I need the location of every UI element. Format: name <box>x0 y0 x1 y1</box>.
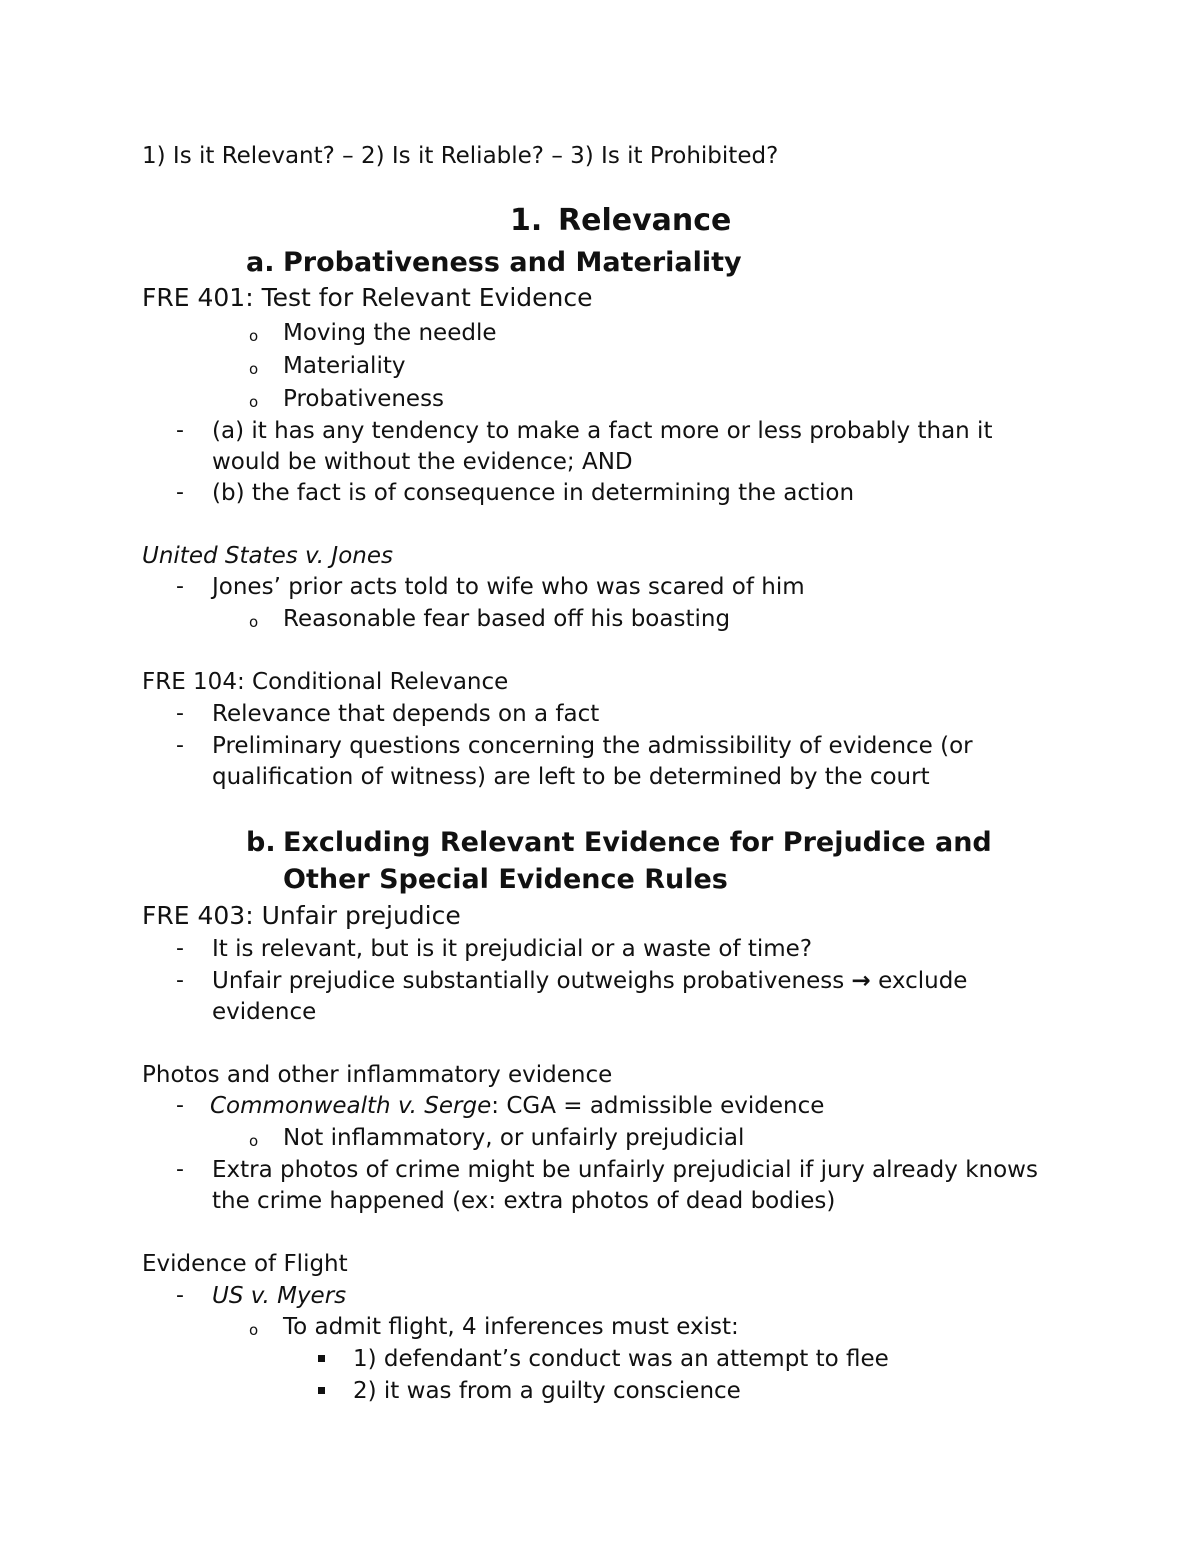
case-serge-name: Commonwealth v. Serge <box>210 1093 492 1119</box>
fre401-bullet-2: Materiality <box>283 353 406 379</box>
section-title: Relevance <box>558 203 732 238</box>
case-jones-name: United States v. Jones <box>142 543 393 569</box>
flight-case-line <box>212 1282 346 1310</box>
subheading-b-title-line1: Excluding Relevant Evidence for Prejudice and <box>283 827 992 858</box>
hollow-bullet-icon: o <box>249 393 259 411</box>
fre403-heading: FRE 403: Unfair prejudice <box>142 901 461 930</box>
fre104-point-2-line2: qualification of witness) are left to be determined by the court <box>212 764 930 790</box>
case-serge-holding: : CGA = admissible evidence <box>491 1093 825 1119</box>
photos-point-2-line1: Extra photos of crime might be unfairly prejudicial if jury already knows <box>212 1157 1038 1183</box>
hollow-bullet-icon: o <box>249 1132 259 1150</box>
fre401-bullet-1: Moving the needle <box>283 320 497 346</box>
dash-bullet-icon: - <box>176 968 184 993</box>
intro-line: 1) Is it Relevant? – 2) Is it Reliable? – 3) Is it Prohibited? <box>142 143 779 169</box>
fre104-point-1: Relevance that depends on a fact <box>212 701 600 727</box>
fre401-element-b: (b) the fact is of consequence in determining the action <box>212 480 855 506</box>
fre403-point-1: It is relevant, but is it prejudicial or a waste of time? <box>212 936 813 962</box>
case-myers-name: US v. Myers <box>212 1283 347 1309</box>
square-bullet-icon <box>318 1355 325 1362</box>
hollow-bullet-icon: o <box>249 360 259 378</box>
dash-bullet-icon: - <box>176 936 184 961</box>
subheading-a-title: Probativeness and Materiality <box>283 247 742 278</box>
photos-point-2-line2: the crime happened (ex: extra photos of dead bodies) <box>212 1188 836 1214</box>
fre401-heading: FRE 401: Test for Relevant Evidence <box>142 283 593 312</box>
arrow-right-icon: → <box>851 968 871 994</box>
hollow-bullet-icon: o <box>249 327 259 345</box>
dash-bullet-icon: - <box>176 733 184 758</box>
photos-heading: Photos and other inflammatory evidence <box>142 1062 613 1088</box>
flight-inference-1: 1) defendant’s conduct was an attempt to flee <box>353 1346 889 1372</box>
subheading-b-letter: b. <box>246 827 276 858</box>
case-jones-title <box>142 542 393 570</box>
flight-inference-2: 2) it was from a guilty conscience <box>353 1378 741 1404</box>
fre403-point-2-post: exclude <box>870 968 968 994</box>
subheading-b-title-line2: Other Special Evidence Rules <box>283 864 728 895</box>
fre401-bullet-3: Probativeness <box>283 386 445 412</box>
photos-case-line <box>210 1092 824 1120</box>
fre401-element-a-line1: (a) it has any tendency to make a fact more or less probably than it <box>212 418 993 444</box>
fre403-point-2-line2: evidence <box>212 999 317 1025</box>
hollow-bullet-icon: o <box>249 613 259 631</box>
fre401-element-a-line2: would be without the evidence; AND <box>212 449 633 475</box>
case-jones-subpoint: Reasonable fear based off his boasting <box>283 606 731 632</box>
dash-bullet-icon: - <box>176 1283 184 1308</box>
subheading-a-letter: a. <box>246 247 275 278</box>
dash-bullet-icon: - <box>176 1157 184 1182</box>
flight-case-subpoint: To admit flight, 4 inferences must exist: <box>283 1314 739 1340</box>
case-jones-point: Jones’ prior acts told to wife who was scared of him <box>212 574 805 600</box>
dash-bullet-icon: - <box>176 574 184 599</box>
dash-bullet-icon: - <box>176 480 184 505</box>
flight-heading: Evidence of Flight <box>142 1251 348 1277</box>
dash-bullet-icon: - <box>176 418 184 443</box>
fre403-point-2-pre: Unfair prejudice substantially outweighs probativeness <box>212 968 852 994</box>
fre403-point-2-line1 <box>212 967 967 995</box>
square-bullet-icon <box>318 1387 325 1394</box>
hollow-bullet-icon: o <box>249 1321 259 1339</box>
dash-bullet-icon: - <box>176 701 184 726</box>
fre104-heading: FRE 104: Conditional Relevance <box>142 669 509 695</box>
photos-case-subpoint: Not inflammatory, or unfairly prejudicial <box>283 1125 745 1151</box>
section-number: 1. <box>510 203 543 238</box>
fre104-point-2-line1: Preliminary questions concerning the admissibility of evidence (or <box>212 733 973 759</box>
dash-bullet-icon: - <box>176 1093 184 1118</box>
